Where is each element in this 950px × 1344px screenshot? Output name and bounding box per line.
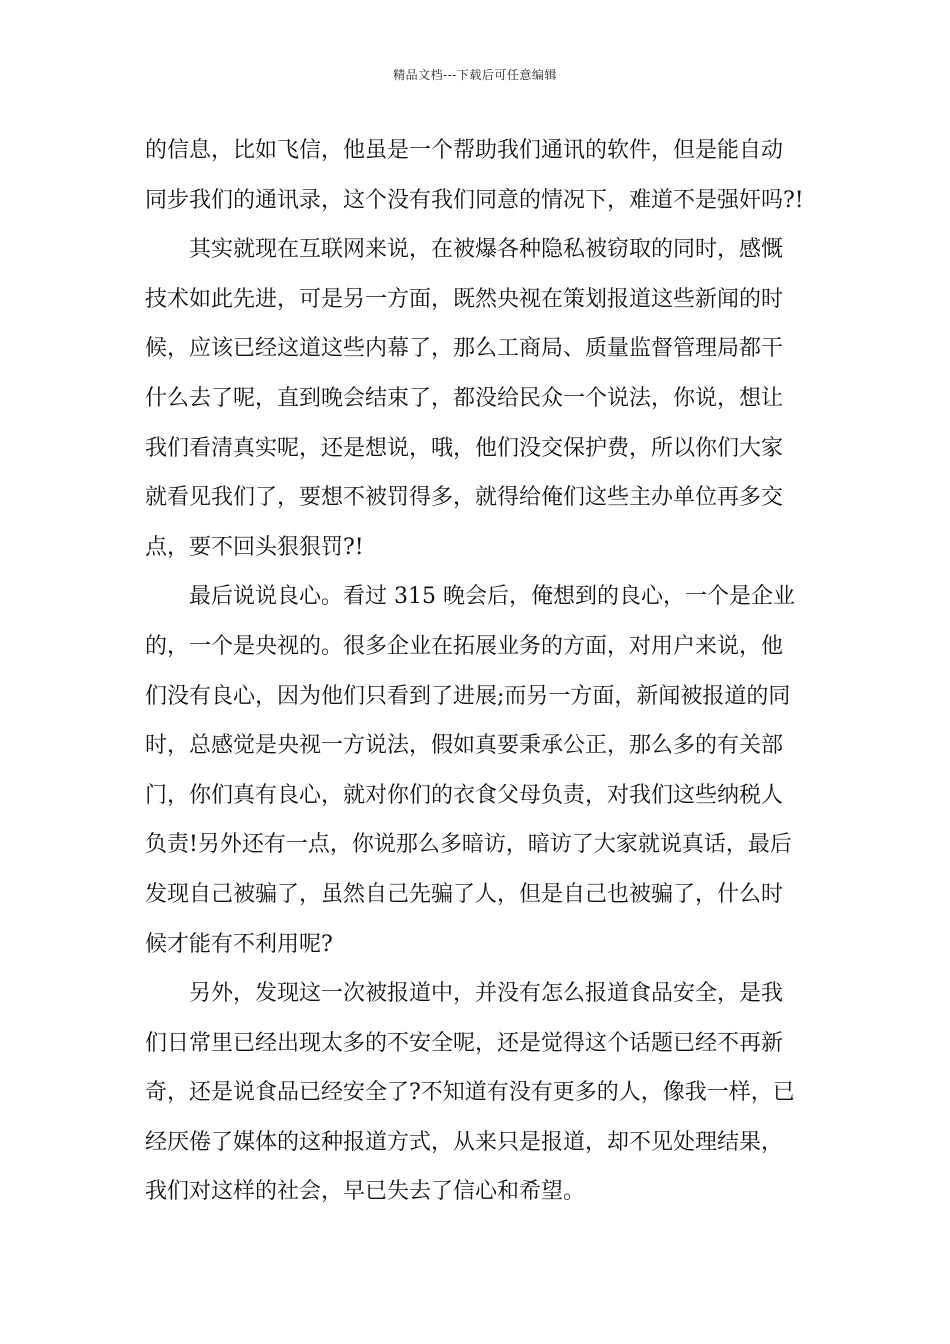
text-line: 什么去了呢，直到晚会结束了，都没给民众一个说法，你说，想让 xyxy=(145,385,784,411)
text-line: 时，总感觉是央视一方说法，假如真要秉承公正，那么多的有关部 xyxy=(145,733,784,759)
paragraph xyxy=(145,225,809,572)
text-line: 们日常里已经出现太多的不安全呢，还是觉得这个话题已经不再新 xyxy=(145,1030,784,1056)
document-body xyxy=(145,126,809,1217)
text-line: 点，要不回头狠狠罚?! xyxy=(145,534,364,560)
text-line: 们没有良心，因为他们只看到了进展;而另一方面，新闻被报道的同 xyxy=(145,683,791,709)
text-line: 奇，还是说食品已经安全了?不知道有没有更多的人，像我一样，已 xyxy=(145,1080,795,1106)
text-line: 发现自己被骗了，虽然自己先骗了人，但是自己也被骗了，什么时 xyxy=(145,881,784,907)
text-line: 门，你们真有良心，就对你们的衣食父母负责，对我们这些纳税人 xyxy=(145,782,784,808)
text-line: 就看见我们了，要想不被罚得多，就得给俺们这些主办单位再多交 xyxy=(145,485,784,511)
text-line: 我们看清真实呢，还是想说，哦，他们没交保护费，所以你们大家 xyxy=(145,435,784,461)
paragraph xyxy=(145,969,809,1217)
page-header: 精品文档---下载后可任意编辑 xyxy=(393,68,557,82)
text-line: 候，应该已经这道这些内幕了，那么工商局、质量监督管理局都干 xyxy=(145,336,784,362)
text-line: 其实就现在互联网来说，在被爆各种隐私被窃取的同时，感慨 xyxy=(189,237,784,263)
text-line: 我们对这样的社会，早已失去了信心和希望。 xyxy=(145,1179,586,1205)
text-line: 技术如此先进，可是另一方面，既然央视在策划报道这些新闻的时 xyxy=(145,286,784,312)
text-line: 负责!另外还有一点，你说那么多暗访，暗访了大家就说真话，最后 xyxy=(145,832,792,858)
text-line: 的信息，比如飞信，他虽是一个帮助我们通讯的软件，但是能自动 xyxy=(145,138,784,163)
text-line: 最后说说良心。看过 315 晚会后，俺想到的良心，一个是企业 xyxy=(189,584,795,610)
text-line: 另外，发现这一次被报道中，并没有怎么报道食品安全，是我 xyxy=(189,981,784,1007)
text-line: 的，一个是央视的。很多企业在拓展业务的方面，对用户来说，他 xyxy=(145,633,784,659)
text-line: 经厌倦了媒体的这种报道方式，从来只是报道，却不见处理结果， xyxy=(145,1129,784,1155)
paragraph xyxy=(145,572,809,969)
paragraph xyxy=(145,126,809,225)
text-line: 同步我们的通讯录，这个没有我们同意的情况下，难道不是强奸吗?! xyxy=(145,187,804,213)
text-line: 候才能有不利用呢? xyxy=(145,931,333,957)
